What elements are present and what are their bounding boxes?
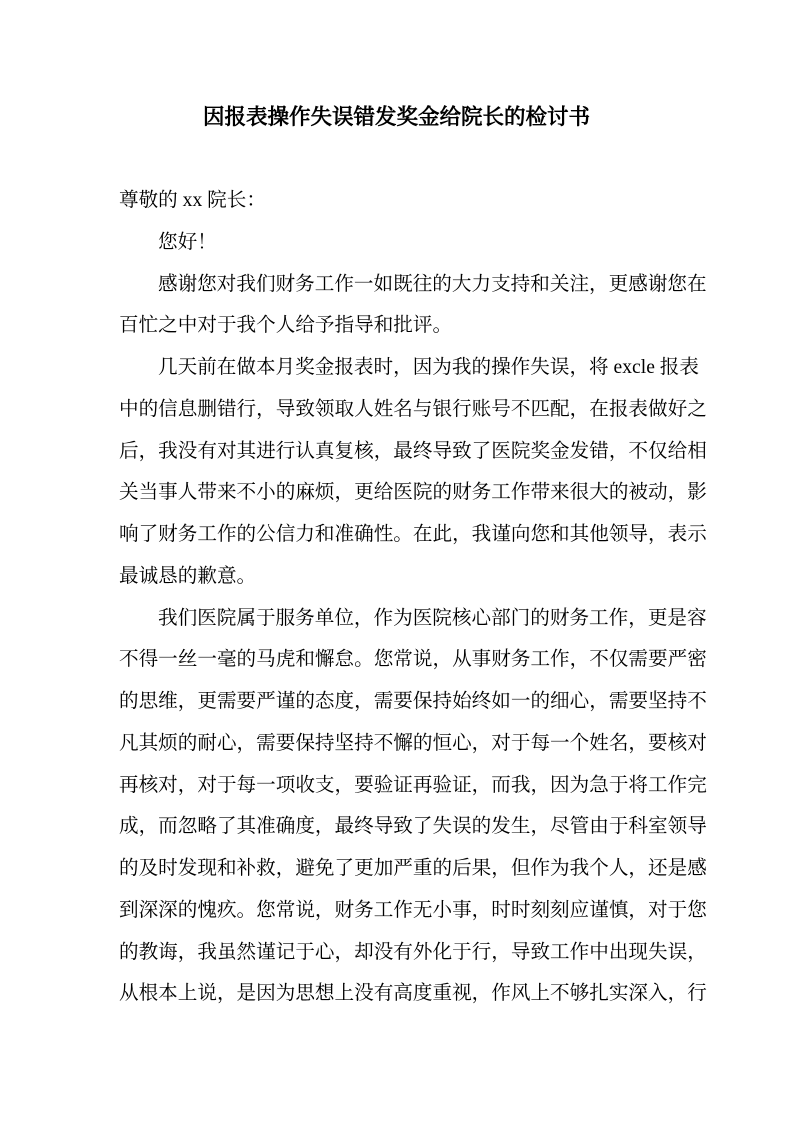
text-line: 再核对，对于每一项收支，要验证再验证，而我，因为急于将工作完 <box>119 774 707 796</box>
text-line: 关当事人带来不小的麻烦，更给医院的财务工作带来很大的被动，影 <box>119 482 707 504</box>
text-line: 成，而忽略了其准确度，最终导致了失误的发生，尽管由于科室领导 <box>119 816 707 838</box>
text-line: 的思维，更需要严谨的态度，需要保持始终如一的细心，需要坚持不 <box>119 691 707 712</box>
text-line: 的及时发现和补救，避免了更加严重的后果，但作为我个人，还是感 <box>119 858 707 879</box>
text-line: 尊敬的 xx 院长： <box>119 190 266 211</box>
paragraph <box>119 602 707 1020</box>
text-line: 百忙之中对于我个人给予指导和批评。 <box>119 315 453 337</box>
text-line: 几天前在做本月奖金报表时，因为我的操作失误，将 excle 报表 <box>158 357 699 378</box>
salutation <box>119 184 674 226</box>
paragraph <box>119 226 674 268</box>
text-line: 不得一丝一毫的马虎和懈怠。您常说，从事财务工作，不仅需要严密 <box>119 649 707 671</box>
text-line: 凡其烦的耐心，需要保持坚持不懈的恒心，对于每一个姓名，要核对 <box>119 732 707 754</box>
text-line: 最诚恳的歉意。 <box>119 565 257 587</box>
text-line: 到深深的愧疚。您常说，财务工作无小事，时时刻刻应谨慎，对于您 <box>119 899 707 921</box>
text-line: 从根本上说，是因为思想上没有高度重视，作风上不够扎实深入，行 <box>119 983 707 1005</box>
text-line: 后，我没有对其进行认真复核，最终导致了医院奖金发错，不仅给相 <box>119 440 707 462</box>
text-line: 响了财务工作的公信力和准确性。在此，我谨向您和其他领导，表示 <box>119 524 707 545</box>
paragraph <box>119 351 707 602</box>
document-body <box>119 184 707 1019</box>
text-line: 您好！ <box>158 231 217 253</box>
paragraph <box>119 268 707 352</box>
document-title: 因报表操作失误错发奖金给院长的检讨书 <box>202 105 590 129</box>
text-line: 中的信息删错行，导致领取人姓名与银行账号不匹配，在报表做好之 <box>119 398 707 420</box>
text-line: 感谢您对我们财务工作一如既往的大力支持和关注，更感谢您在 <box>158 273 707 295</box>
text-line: 我们医院属于服务单位，作为医院核心部门的财务工作，更是容 <box>158 607 707 629</box>
text-line: 的教诲，我虽然谨记于心，却没有外化于行，导致工作中出现失误， <box>119 941 707 963</box>
